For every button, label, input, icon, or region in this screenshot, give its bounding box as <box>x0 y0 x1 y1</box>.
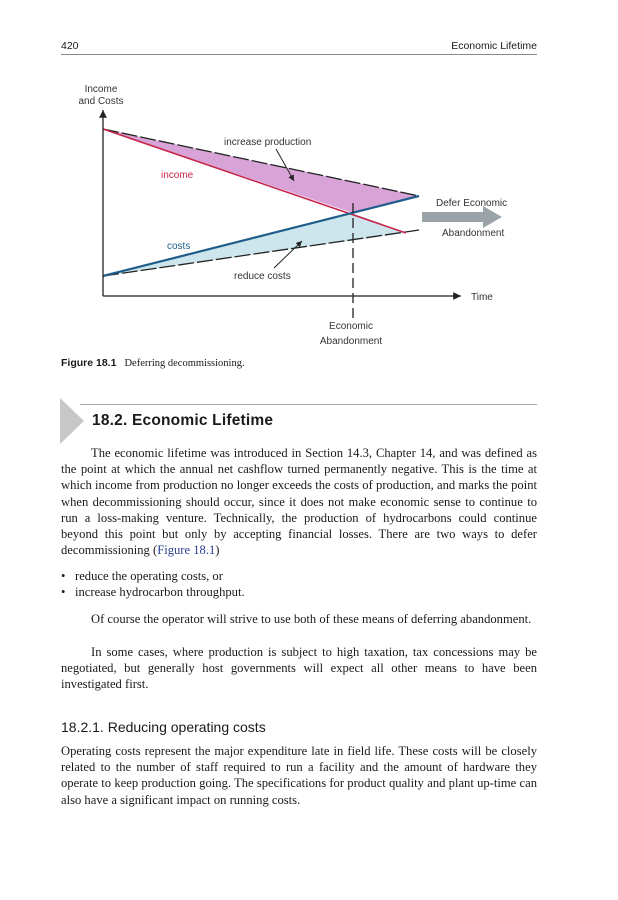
defer-arrow <box>422 206 502 228</box>
x-axis-label: Time <box>471 292 493 303</box>
reduce-costs-label: reduce costs <box>234 271 291 282</box>
income-label: income <box>161 170 194 181</box>
figure-caption-label: Figure 18.1 <box>61 357 117 369</box>
increase-production-label: increase production <box>224 137 312 148</box>
costs-label: costs <box>167 241 191 252</box>
section-heading: 18.2. Economic Lifetime <box>92 412 274 429</box>
figure-deferring-decommissioning <box>61 78 537 350</box>
paragraph-1 <box>61 445 537 558</box>
running-chapter-title: Economic Lifetime <box>451 40 537 52</box>
bullet-list <box>61 569 537 600</box>
section-rule <box>80 404 537 405</box>
bullet-item: • increase hydrocarbon throughput. <box>61 585 537 601</box>
figure-reference-link[interactable]: Figure 18.1 <box>157 543 216 558</box>
defer-label-line2: Abandonment <box>442 228 505 239</box>
bullet-item: • reduce the operating costs, or <box>61 569 537 585</box>
y-axis-label-line1: Income <box>84 84 118 95</box>
paragraph-1-end: ) <box>215 543 220 558</box>
figure-caption <box>61 357 245 369</box>
defer-label-line1: Defer Economic <box>436 198 508 209</box>
y-axis-label-line2: and Costs <box>78 96 124 107</box>
paragraph-2: Of course the operator will strive to use both of these means of deferring abandonment. <box>91 612 532 626</box>
subsection-paragraph: Operating costs represent the major expenditure late in field life. These costs will be closely related to the number of staff required to run a facility and the amount of hardware they operate to keep production going. The specifications for product quality and plant up-time can also have a significant impact on running costs. <box>61 744 537 807</box>
reduce-costs-region <box>103 213 406 276</box>
page-number: 420 <box>61 40 79 52</box>
running-head <box>61 40 537 55</box>
paragraph-3: In some cases, where production is subject to high taxation, tax concessions may be negotiated, but generally host governments will expect all other means to have been investigated first. <box>61 645 537 692</box>
subsection-heading: 18.2.1. Reducing operating costs <box>61 719 266 735</box>
abandonment-label-line1: Economic <box>329 321 373 332</box>
paragraph-1-text: The economic lifetime was introduced in Section 14.3, Chapter 14, and was defined as the point at which the annual net cashflow turned permanently negative. This is the time at which income from production no longer exceeds the costs of production, and marks the point when decommissioning should occur, since it does not make economic sense to continue to run a loss-making venture. Technically, the production of hydrocarbons could continue beyond this point but only by accepting financial losses. There are two ways to defer decommissioning ( <box>61 446 537 558</box>
figure-caption-text: Deferring decommissioning. <box>124 358 245 369</box>
abandonment-label-line2: Abandonment <box>319 336 383 347</box>
